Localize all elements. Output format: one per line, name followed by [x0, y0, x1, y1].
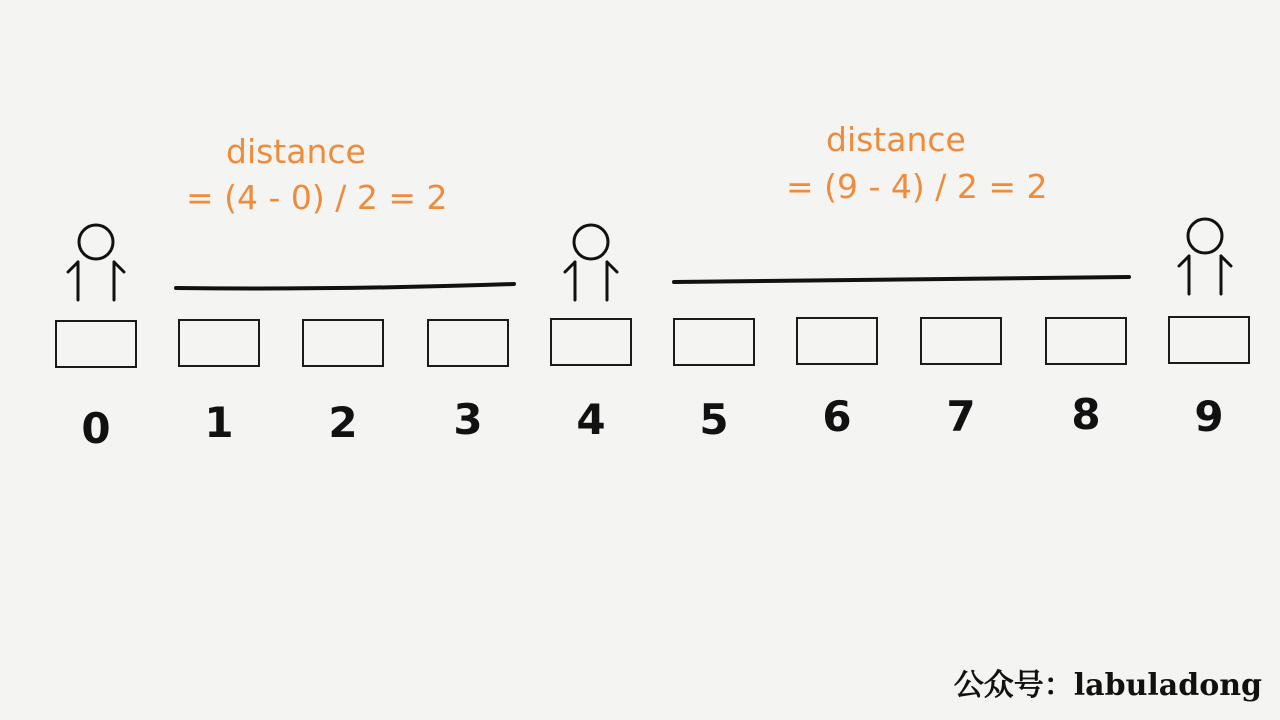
seat-8 — [1045, 317, 1127, 365]
seat-index-6: 6 — [822, 392, 852, 441]
seat-4 — [550, 318, 632, 366]
seat-index-1: 1 — [204, 398, 234, 447]
seat-1 — [178, 319, 260, 367]
seat-6 — [796, 317, 878, 365]
distance-line-2 — [674, 277, 1129, 282]
seat-index-7: 7 — [946, 392, 976, 441]
seat-3 — [427, 319, 509, 367]
seat-index-4: 4 — [576, 395, 606, 444]
seat-7 — [920, 317, 1002, 365]
distance-line-1 — [176, 284, 514, 289]
annotation-1-formula: = (4 - 0) / 2 = 2 — [186, 178, 448, 217]
seat-index-3: 3 — [453, 395, 483, 444]
annotation-2-formula: = (9 - 4) / 2 = 2 — [786, 167, 1048, 206]
seat-0 — [55, 320, 137, 368]
seat-2 — [302, 319, 384, 367]
seat-index-9: 9 — [1194, 392, 1224, 441]
annotation-2-title: distance — [826, 120, 966, 159]
seat-5 — [673, 318, 755, 366]
watermark: 公众号：labuladong — [953, 668, 1262, 703]
stick-figure-icon — [1175, 214, 1235, 304]
seat-index-2: 2 — [328, 398, 358, 447]
stick-figure-icon — [66, 220, 126, 310]
annotation-1-title: distance — [226, 132, 366, 171]
stick-figure-icon — [561, 220, 621, 310]
seat-9 — [1168, 316, 1250, 364]
seat-index-5: 5 — [699, 395, 729, 444]
seat-index-8: 8 — [1071, 390, 1101, 439]
seat-index-0: 0 — [81, 404, 111, 453]
